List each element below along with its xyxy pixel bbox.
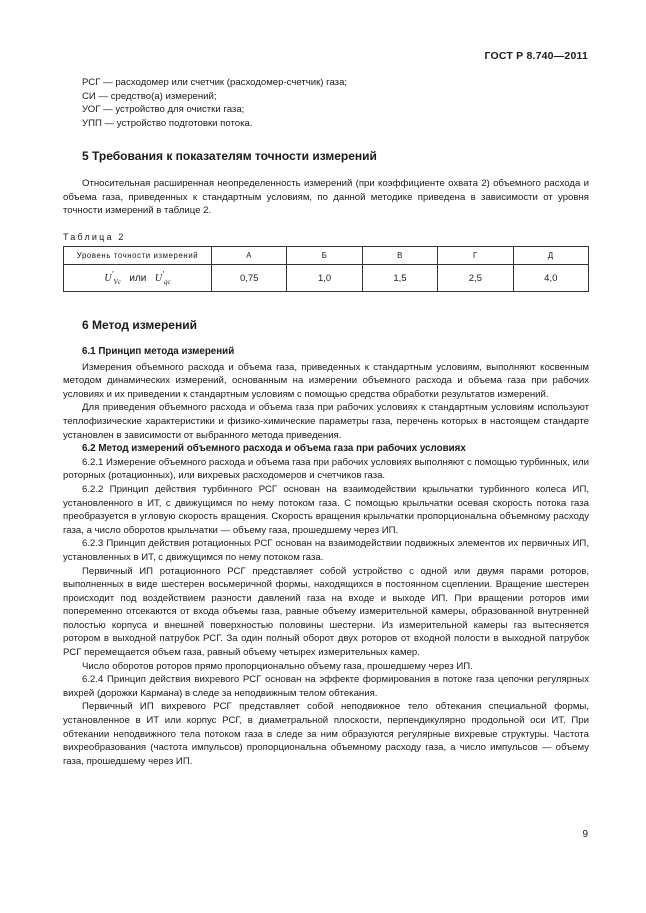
table-value-cell: 1,5 — [362, 265, 437, 292]
abbreviation-list — [63, 76, 589, 130]
table-header-cell: Г — [438, 247, 513, 265]
abbreviation-item: УОГ — устройство для очистки газа; — [82, 104, 245, 116]
paragraph: 6.2.2 Принцип действия турбинного РСГ основан на взаимодействии крыльчатки турбинного колеса ИП, установленного в ИТ, с движущимся по нему потоком газа. С помощью крыльчатки осевая скорость потока газа преобразуется в угловую скорость вращения. Скорость вращения крыльчатки пропорциональна объемному расходу газа, а число оборотов крыльчатки — объему газа, прошедшему через ИП. — [63, 483, 589, 536]
paragraph: 6.2.3 Принцип действия ротационных РСГ основан на взаимодействии подвижных элементов их первичных ИП, установленных в ИТ, с движущимся по нему потоком газа. — [63, 538, 589, 563]
table-header-cell: А — [212, 247, 287, 265]
table-header-cell: Д — [513, 247, 588, 265]
table-header-cell: Б — [287, 247, 362, 265]
section-5 — [63, 149, 589, 218]
paragraph: Для приведения объемного расхода и объема газа при рабочих условиях к стандартным условиям используют теплофизические характеристики и физико-химические параметры газа, перечень которых в настоящем стандарте установлен в зависимости от выбранного метода приведения. — [63, 402, 589, 441]
table-value-cell: 0,75 — [212, 265, 287, 292]
paragraph: Число оборотов роторов прямо пропорционально объему газа, прошедшему через ИП. — [82, 660, 473, 672]
abbreviation-item: РСГ — расходомер или счетчик (расходомер-счетчик) газа; — [82, 77, 348, 88]
table-value-cell: 1,0 — [287, 265, 362, 292]
abbreviation-item: УПП — устройство подготовки потока. — [82, 117, 253, 129]
subsection-6-2-title: 6.2 Метод измерений объемного расхода и объема газа при рабочих условиях — [82, 443, 466, 455]
section-5-title: 5 Требования к показателям точности измерений — [82, 149, 377, 163]
table-2-caption: Таблица 2 — [63, 232, 126, 242]
paragraph: 6.2.1 Измерение объемного расхода и объема газа при рабочих условиях выполняют с помощью турбинных, или роторных (ротационных), или вихревых расходомеров и счетчиков газа. — [63, 456, 589, 482]
paragraph: Измерения объемного расхода и объема газа, приведенных к стандартным условиям, выполняют косвенным методом динамических измерений, основанным на измерении объемного расхода и объема газа при рабочих условиях и их приведении к стандартным условиям с помощью средства обработки результатов измерений. — [63, 361, 589, 400]
table-header-row — [64, 247, 589, 265]
table-value-cell: 2,5 — [438, 265, 513, 292]
accuracy-table — [63, 246, 589, 292]
paragraph: 6.2.4 Принцип действия вихревого РСГ основан на эффекте формирования в потоке газа цепочки регулярных вихрей (дорожки Кармана) в следе за неподвижным телом обтекания. — [63, 674, 589, 699]
section-6 — [63, 318, 589, 768]
table-value-cell: 4,0 — [513, 265, 588, 292]
table-header-label: Уровень точности измерений — [64, 247, 212, 265]
page-number: 9 — [582, 829, 588, 840]
uncertainty-expression: $U'_{Vc}$ или $U'_{qc}$ — [64, 265, 212, 292]
section-5-paragraph: Относительная расширенная неопределенность измерений (при коэффициенте охвата 2) объемного расхода и объема газа, приведенных к стандартным условиям, по данной методике приведена в зависимости от уровня точности измерений в таблице 2. — [63, 178, 589, 217]
abbreviation-item: СИ — средство(а) измерений; — [82, 90, 217, 102]
section-6-title: 6 Метод измерений — [82, 318, 197, 332]
subsection-6-1-title: 6.1 Принцип метода измерений — [82, 346, 235, 357]
standard-header: ГОСТ Р 8.740—2011 — [484, 50, 588, 62]
table-value-row — [64, 265, 589, 292]
paragraph: Первичный ИП вихревого РСГ представляет собой неподвижное тело обтекания специальной формы, установленное в ИТ или корпус РСГ, в диаметральной плоскости, перпендикулярно продольной оси ИТ. При обтекании неподвижного тела потоком газа в следе за ним образуются регулярные вихревые структуры. Частота вихреобразования (частота импульсов) пропорциональна объемному расходу газа, а число импульсов — объему газа, прошедшему через ИП. — [63, 701, 589, 767]
paragraph: Первичный ИП ротационного РСГ представляет собой устройство с одной или двумя парами роторов, выполненных в виде шестерен восьмеричной формы, находящихся в постоянном сцеплении. Вращение шестерен происходит под воздействием разности давлений газа на входе и выходе ИП. При вращении роторов ими попеременно отсекаются от входа объемы газа, равные объему измерительной камеры, образованной внутренней полостью корпуса и внешней поверхностью половины шестерни. Из измерительной камеры газ вытесняется ротором в выходной патрубок РСГ. За один полный оборот двух роторов от входной полости в выходной патрубок РСГ перемещается объем газа, равный объему четырех измерительных камер. — [63, 565, 589, 659]
table-header-cell: В — [362, 247, 437, 265]
